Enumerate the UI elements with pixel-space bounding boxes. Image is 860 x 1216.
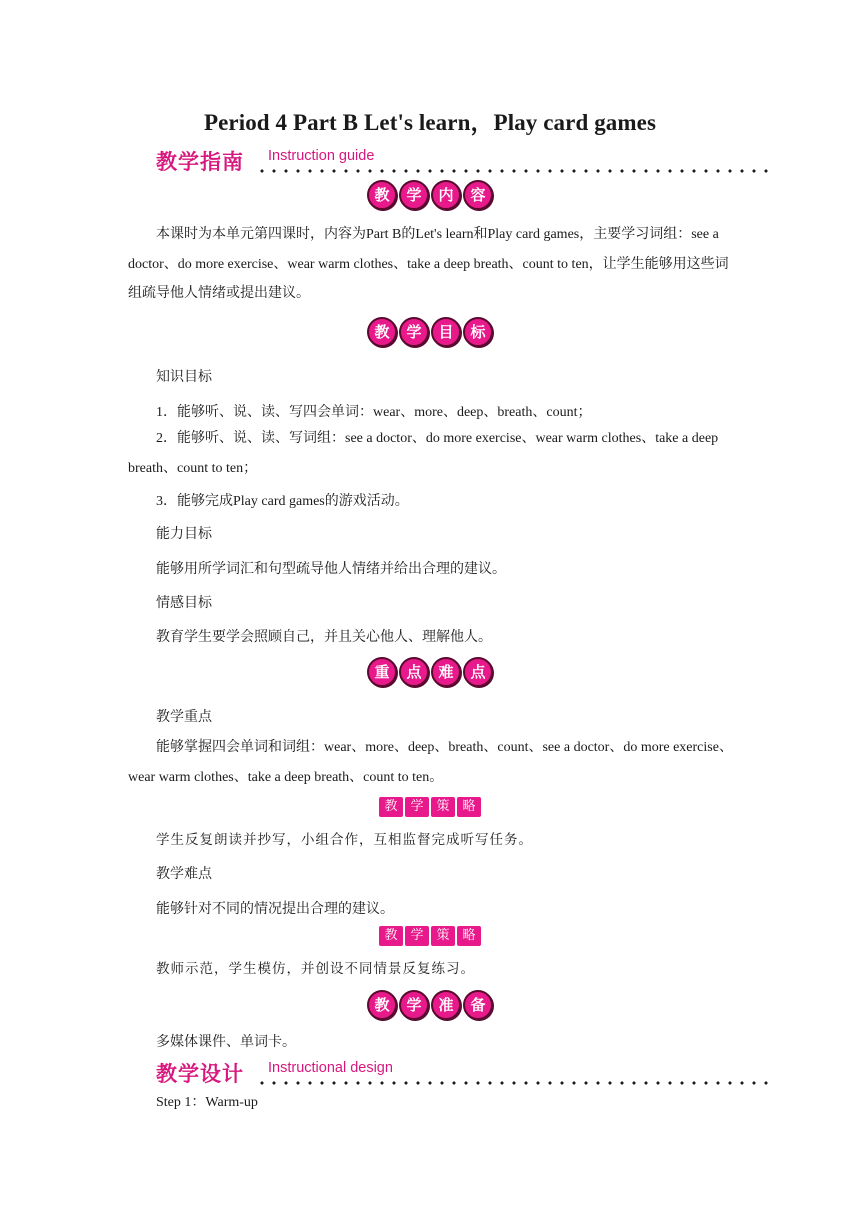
difficulty-strategy-text: 教师示范，学生模仿，并创设不同情景反复练习。	[156, 961, 475, 977]
badge-teaching-preparation: 教 学 准 备	[0, 990, 860, 1020]
content-paragraph: 本课时为本单元第四课时，内容为Part B的Let's learn和Play card games，主要学习词组：see a doctor、do more exercise、wear warm clothes、take a deep breath、count to ten，让学生能够用这些词组疏导他人情绪或提出建议。	[128, 227, 729, 302]
section-title-en: Instruction guide	[268, 148, 375, 164]
ability-goals-label: 能力目标	[156, 526, 212, 542]
badge-teaching-strategy-2: 教 学 策 略	[0, 926, 860, 946]
dotted-divider	[256, 168, 768, 174]
knowledge-item-3: 3．能够完成Play card games的游戏活动。	[156, 494, 409, 509]
key-points-text: 能够掌握四会单词和词组：wear、more、deep、breath、count、see a doctor、do more exercise、wear warm clothes、take a deep breath、count to ten。	[128, 740, 733, 785]
ability-goals-text: 能够用所学词汇和句型疏导他人情绪并给出合理的建议。	[156, 562, 506, 577]
badge-key-difficulties: 重 点 难 点	[0, 657, 860, 687]
knowledge-item-1: 1．能够听、说、读、写四会单词：wear、more、deep、breath、count；	[156, 405, 592, 420]
knowledge-goals-label: 知识目标	[156, 369, 212, 385]
section-header-instructional-design	[156, 1058, 768, 1092]
section-header-instruction-guide	[156, 146, 768, 180]
badge-teaching-goals: 教 学 目 标	[0, 317, 860, 347]
section-title-cn: 教学指南	[156, 150, 244, 174]
emotion-goals-label: 情感目标	[156, 595, 212, 611]
badge-teaching-strategy-1: 教 学 策 略	[0, 797, 860, 817]
emotion-goals-text: 教育学生要学会照顾自己，并且关心他人、理解他人。	[156, 630, 492, 645]
difficulty-label: 教学难点	[156, 866, 212, 882]
key-strategy-text: 学生反复朗读并抄写，小组合作，互相监督完成听写任务。	[156, 832, 533, 848]
difficulty-text: 能够针对不同的情况提出合理的建议。	[156, 902, 394, 917]
step-1-heading: Step 1：Warm-up	[156, 1095, 258, 1110]
badge-teaching-content: 教 学 内 容	[0, 180, 860, 210]
section-title-cn: 教学设计	[156, 1062, 244, 1086]
dotted-divider	[256, 1080, 768, 1086]
section-title-en: Instructional design	[268, 1060, 393, 1076]
page-title: Period 4 Part B Let's learn，Play card games	[203, 110, 657, 135]
preparation-text: 多媒体课件、单词卡。	[156, 1035, 296, 1050]
key-points-label: 教学重点	[156, 709, 212, 725]
knowledge-item-2: 2．能够听、说、读、写词组：see a doctor、do more exercise、wear warm clothes、take a deep breath、count to ten；	[128, 431, 719, 476]
